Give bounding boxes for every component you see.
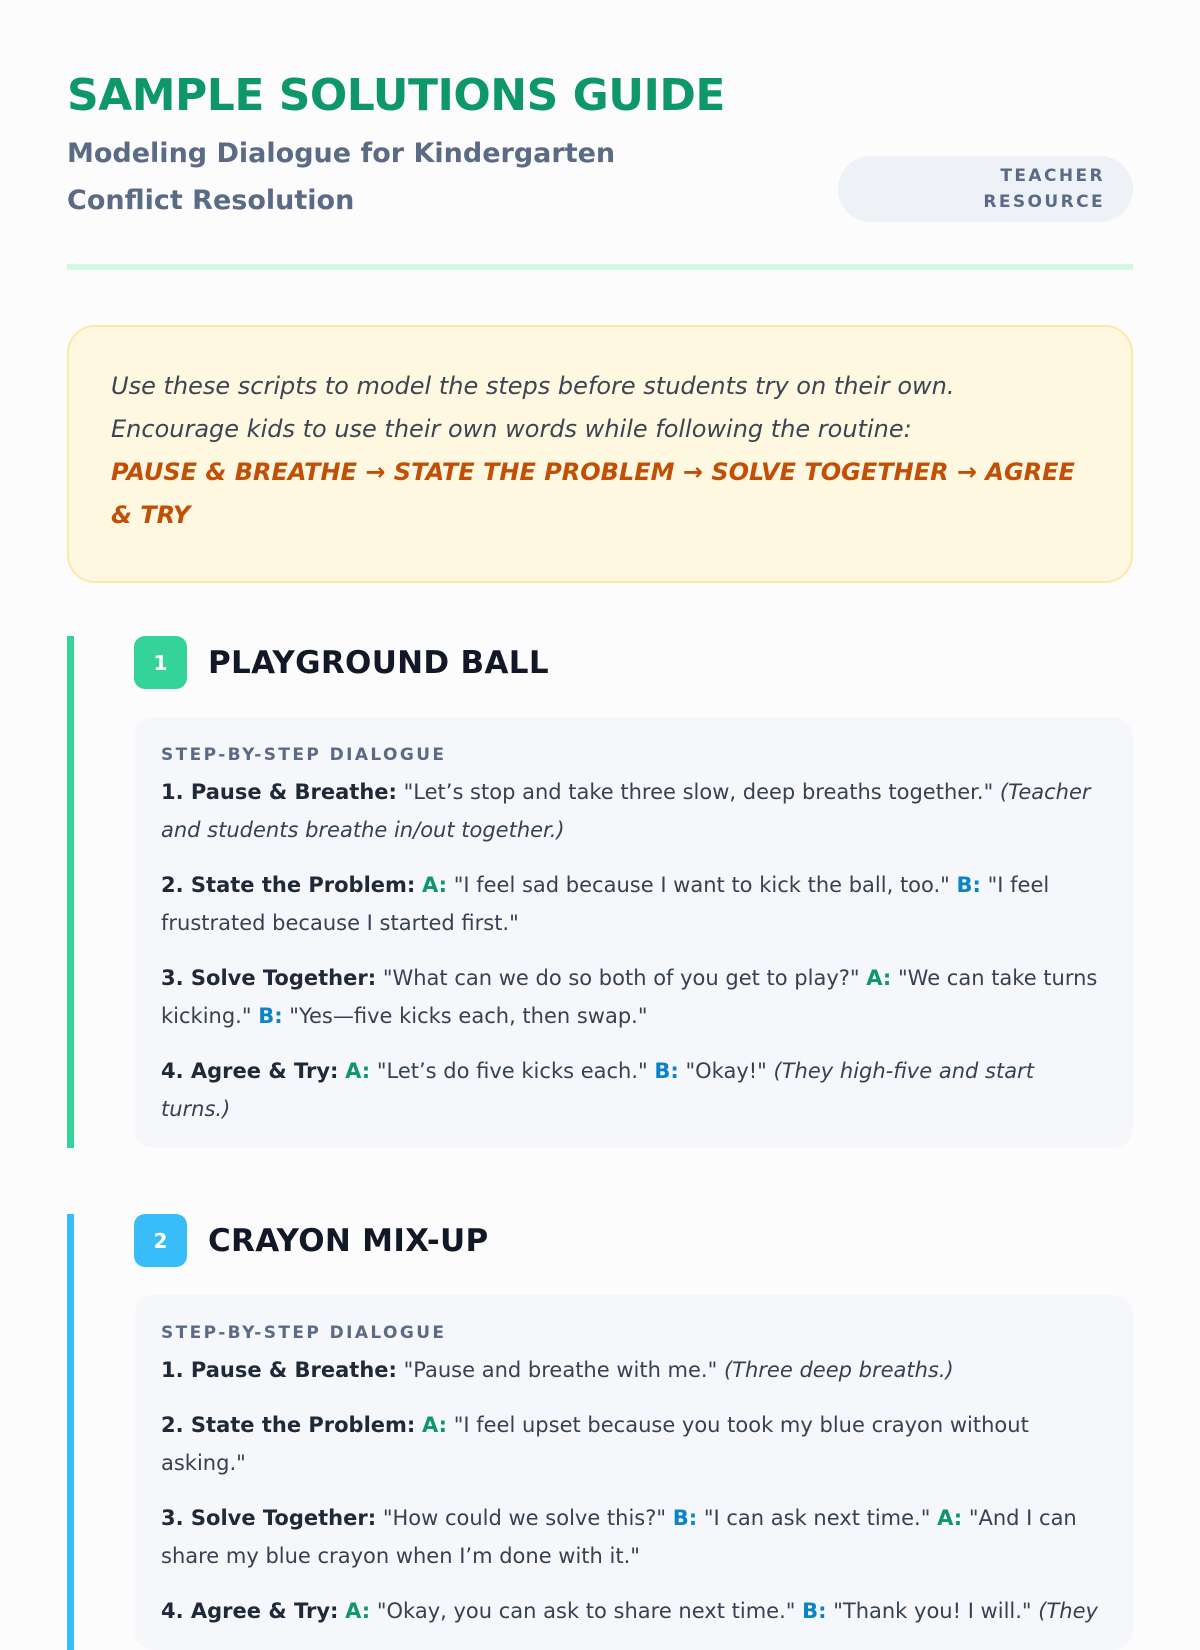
step-label: 2. State the Problem: (161, 873, 416, 897)
intro-callout (67, 325, 1133, 583)
speaker-b-label: B: (258, 1004, 283, 1028)
speaker-a-quote: "I feel upset because you took my blue crayon without asking." (161, 1413, 1029, 1475)
teacher-quote: "Pause and breathe with me." (403, 1358, 718, 1382)
speaker-b-label: B: (802, 1599, 827, 1623)
speaker-b-quote: "Thank you! I will." (833, 1599, 1032, 1623)
scenario-playground-ball (67, 636, 1133, 1148)
scenario-title: PLAYGROUND BALL (208, 644, 549, 681)
speaker-a-quote: "And I can share my blue crayon when I’m done with it." (161, 1506, 1077, 1568)
header-text (67, 70, 727, 224)
speaker-b-quote: "Yes—five kicks each, then swap." (289, 1004, 648, 1028)
badge-text (983, 163, 1105, 215)
page-subtitle: Modeling Dialogue for Kindergarten Conflict Resolution (67, 138, 616, 216)
step-label: 3. Solve Together: (161, 1506, 377, 1530)
speaker-b-label: B: (654, 1059, 679, 1083)
step-label: 2. State the Problem: (161, 1413, 416, 1437)
speaker-a-quote: "We can take turns kicking." (161, 966, 1098, 1028)
teacher-resource-badge (838, 156, 1133, 222)
speaker-a-label: A: (345, 1599, 371, 1623)
scenario-header (134, 636, 1133, 689)
routine-steps: PAUSE & BREATHE → STATE THE PROBLEM → SOLVE TOGETHER → AGREE & TRY (111, 458, 1075, 529)
scenario-crayon-mix-up (67, 1214, 1133, 1650)
stage-note: (They high-five and start turns.) (161, 1059, 1034, 1121)
speaker-a-label: A: (421, 1413, 448, 1437)
dialogue-box (134, 1295, 1133, 1650)
speaker-a-quote: "Okay, you can ask to share next time." (376, 1599, 796, 1623)
speaker-b-label: B: (672, 1506, 698, 1530)
speaker-a-label: A: (421, 873, 448, 897)
teacher-quote: "Let’s stop and take three slow, deep breaths together." (403, 780, 994, 804)
speaker-b-quote: "Okay!" (685, 1059, 767, 1083)
step-state-problem (161, 1406, 1107, 1482)
teacher-quote: "What can we do so both of you get to play?" (382, 966, 860, 990)
stage-note: (They (1038, 1599, 1098, 1623)
scenario-header (134, 1214, 1133, 1267)
step-agree-try (161, 1052, 1107, 1128)
dialogue-heading: STEP-BY-STEP DIALOGUE (161, 1323, 447, 1343)
speaker-a-quote: "I feel sad because I want to kick the ball, too." (453, 873, 950, 897)
scenario-title: CRAYON MIX-UP (208, 1222, 489, 1259)
speaker-b-label: B: (956, 873, 981, 897)
speaker-a-label: A: (866, 966, 892, 990)
badge-line-2: RESOURCE (983, 192, 1105, 212)
stage-note: (Three deep breaths.) (723, 1358, 954, 1382)
speaker-a-label: A: (937, 1506, 963, 1530)
dialogue-heading: STEP-BY-STEP DIALOGUE (161, 745, 447, 765)
step-label: 4. Agree & Try: (161, 1599, 339, 1623)
step-label: 1. Pause & Breathe: (161, 1358, 397, 1382)
page-title: SAMPLE SOLUTIONS GUIDE (67, 70, 725, 121)
scenario-number-badge: 2 (134, 1214, 187, 1267)
intro-text: Use these scripts to model the steps before students try on their own. Encourage kids to use their own words while following the routine: (111, 372, 955, 443)
scenario-number-badge: 1 (134, 636, 187, 689)
step-label: 1. Pause & Breathe: (161, 780, 397, 804)
speaker-b-quote: "I feel frustrated because I started first." (161, 873, 1050, 935)
header (67, 70, 1133, 270)
speaker-a-quote: "Let’s do five kicks each." (376, 1059, 648, 1083)
teacher-quote: "How could we solve this?" (382, 1506, 667, 1530)
dialogue-box (134, 717, 1133, 1148)
step-pause-breathe (161, 1351, 1107, 1389)
step-solve-together (161, 1499, 1107, 1575)
speaker-a-label: A: (345, 1059, 371, 1083)
badge-line-1: TEACHER (1000, 166, 1105, 186)
step-label: 4. Agree & Try: (161, 1059, 339, 1083)
step-pause-breathe (161, 773, 1107, 849)
step-agree-try (161, 1592, 1107, 1630)
stage-note: (Teacher and students breathe in/out together.) (161, 780, 1091, 842)
speaker-b-quote: "I can ask next time." (703, 1506, 931, 1530)
step-label: 3. Solve Together: (161, 966, 377, 990)
step-state-problem (161, 866, 1107, 942)
step-solve-together (161, 959, 1107, 1035)
